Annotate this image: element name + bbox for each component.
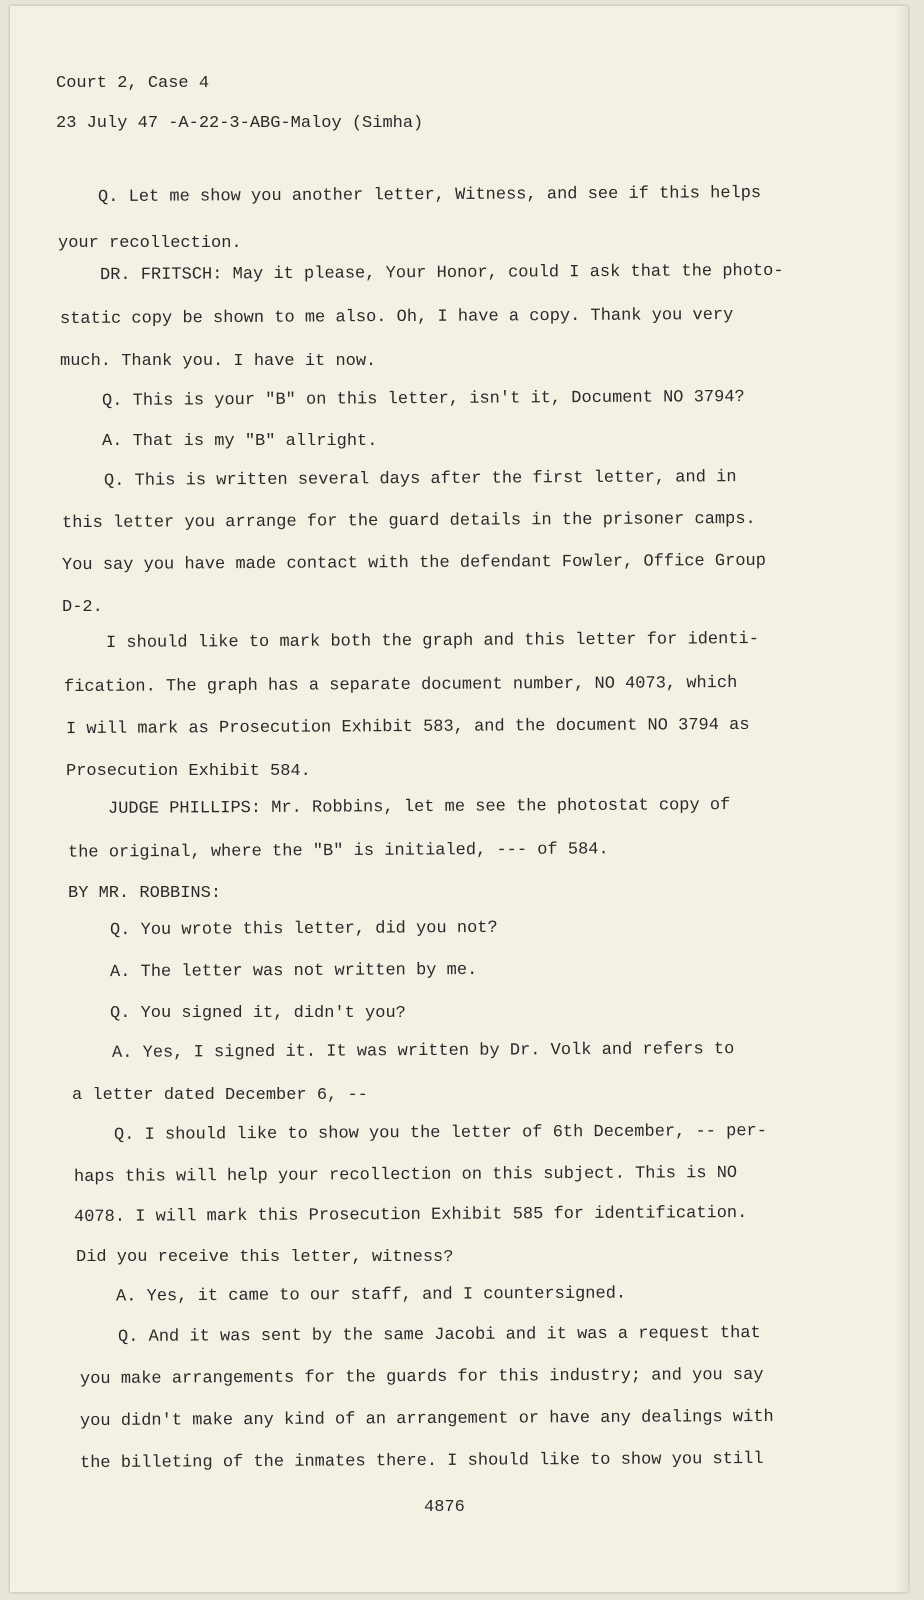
transcript-line: haps this will help your recollection on this subject. This is NO <box>73 1163 738 1188</box>
transcript-line: A. Yes, I signed it. It was written by Dr. Volk and refers to <box>111 1040 735 1063</box>
transcript-line: A. That is my "B" allright. <box>102 432 378 451</box>
transcript-line: Did you receive this letter, witness? <box>76 1248 454 1267</box>
date-reference-line: 23 July 47 -A-22-3-ABG-Maloy (Simha) <box>56 114 424 133</box>
transcript-line: DR. FRITSCH: May it please, Your Honor, could I ask that the photo- <box>99 261 784 286</box>
transcript-line: Prosecution Exhibit 584. <box>66 762 311 781</box>
transcript-line: a letter dated December 6, -- <box>72 1086 368 1105</box>
transcript-line: Q. Let me show you another letter, Witness, and see if this helps <box>97 184 762 208</box>
transcript-line: Q. You wrote this letter, did you not? <box>109 918 498 941</box>
transcript-line: 4078. I will mark this Prosecution Exhibit 585 for identification. <box>73 1203 748 1228</box>
transcript-line: You say you have made contact with the defendant Fowler, Office Group <box>61 551 766 576</box>
transcript-line: Q. This is written several days after the first letter, and in <box>103 468 737 491</box>
transcript-line: BY MR. ROBBINS: <box>68 884 222 903</box>
transcript-line: you make arrangements for the guards for this industry; and you say <box>79 1365 764 1390</box>
transcript-line: Q. This is your "B" on this letter, isn't it, Document NO 3794? <box>101 388 745 411</box>
transcript-line: your recollection. <box>58 234 242 253</box>
transcript-line: much. Thank you. I have it now. <box>60 352 377 371</box>
court-case-line: Court 2, Case 4 <box>56 74 210 93</box>
transcript-line: fication. The graph has a separate document number, NO 4073, which <box>63 673 738 698</box>
transcript-line: you didn't make any kind of an arrangement or have any dealings with <box>79 1407 774 1432</box>
transcript-line: the billeting of the inmates there. I should like to show you still <box>79 1449 764 1474</box>
transcript-line: static copy be shown to me also. Oh, I have a copy. Thank you very <box>59 305 734 330</box>
transcript-line: this letter you arrange for the guard details in the prisoner camps. <box>61 509 756 534</box>
transcript-line: D-2. <box>62 598 103 617</box>
transcript-line: I will mark as Prosecution Exhibit 583, and the document NO 3794 as <box>65 715 750 740</box>
transcript-line: Q. And it was sent by the same Jacobi and it was a request that <box>117 1324 761 1347</box>
transcript-line: A. Yes, it came to our staff, and I countersigned. <box>115 1284 627 1307</box>
transcript-line: Q. You signed it, didn't you? <box>110 1004 406 1023</box>
transcript-line: Q. I should like to show you the letter of 6th December, -- per- <box>113 1122 767 1145</box>
transcript-line: the original, where the "B" is initialed, --- of 584. <box>67 840 609 863</box>
page-number: 4876 <box>424 1498 465 1517</box>
transcript-line: I should like to mark both the graph and this letter for identi- <box>105 630 759 653</box>
transcript-line: A. The letter was not written by me. <box>109 960 478 983</box>
document-page <box>10 6 908 1592</box>
transcript-line: JUDGE PHILLIPS: Mr. Robbins, let me see the photostat copy of <box>107 796 731 819</box>
